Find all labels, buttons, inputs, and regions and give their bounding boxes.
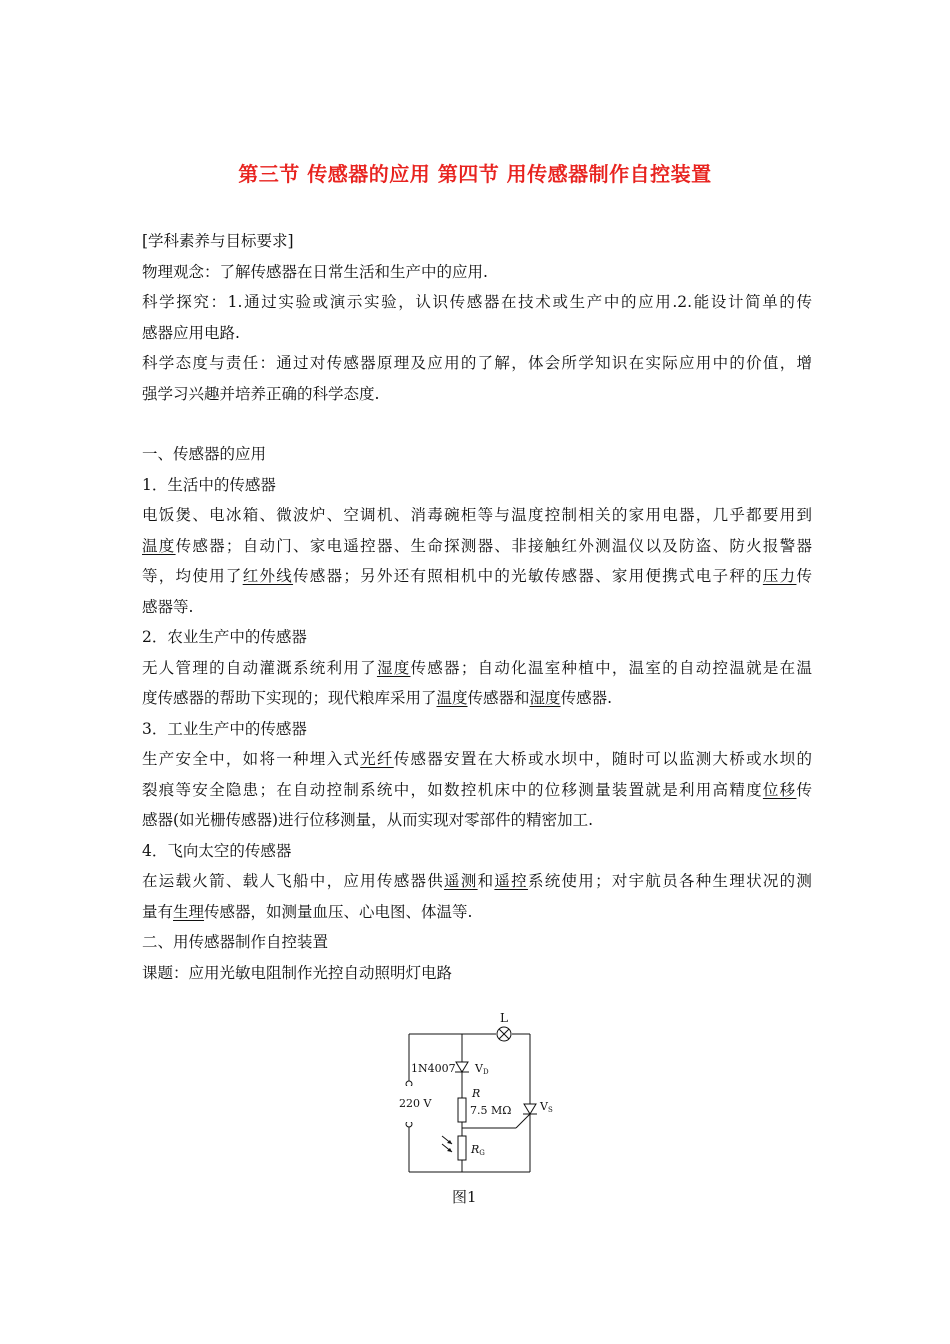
text-run: 传感器；自动门、家电遥控器、生命探测器、非接触红外测温仪以及防盗、防火报警器 — [175, 536, 812, 555]
lamp-icon — [497, 1027, 511, 1041]
blank-answer: 位移 — [762, 780, 797, 799]
text-run: 等，均使用了 — [142, 567, 243, 585]
text-run: 传感器；自动化温室种植中，温室的自动控温就是在温 — [410, 658, 812, 677]
inquiry-line-2: 感器应用电路. — [142, 323, 240, 342]
attitude-line-1: 科学态度与责任：通过对传感器原理及应用的了解，体会所学知识在实际应用中的价值，增 — [142, 354, 812, 372]
resistor-value: 7.5 MΩ — [470, 1104, 512, 1117]
thyristor-label-sub: S — [547, 1106, 553, 1114]
text-run: 传 — [796, 780, 812, 799]
diode-model: 1N4007 — [411, 1062, 456, 1075]
voltage-label: 220 V — [399, 1097, 432, 1110]
thyristor-icon — [516, 1104, 537, 1128]
sub1-line-1: 电饭煲、电冰箱、微波炉、空调机、消毒碗柜等与温度控制相关的家用电器，几乎都要用到 — [142, 506, 812, 524]
text-run: 传感器和 — [467, 689, 530, 707]
light-arrows-icon — [442, 1136, 452, 1152]
sub4-heading: 4．飞向太空的传感器 — [142, 841, 292, 860]
text-run: 裂痕等安全隐患；在自动控制系统中，如数控机床中的位移测量装置就是利用高精度 — [142, 780, 763, 799]
text-run: 量有 — [142, 902, 174, 921]
sub4-line-1 — [142, 866, 812, 897]
sub1-line-3 — [142, 561, 812, 592]
sub3-heading: 3．工业生产中的传感器 — [142, 719, 307, 738]
sub2-line-2 — [142, 683, 812, 714]
attitude-line-2: 强学习兴趣并培养正确的科学态度. — [142, 384, 380, 403]
section2-heading: 二、用传感器制作自控装置 — [142, 933, 329, 951]
page-title: 第三节 传感器的应用 第四节 用传感器制作自控装置 — [238, 162, 712, 186]
sub4-line-2 — [142, 897, 812, 928]
requirements-header: [学科素养与目标要求] — [142, 232, 294, 250]
sub2-heading: 2．农业生产中的传感器 — [142, 628, 307, 646]
blank-answer: 遥控 — [494, 872, 528, 890]
text-run: 和 — [477, 872, 495, 890]
blank-answer: 温度 — [142, 536, 176, 555]
physics-concept: 物理观念：了解传感器在日常生活和生产中的应用. — [142, 262, 488, 281]
section2-topic: 课题：应用光敏电阻制作光控自动照明灯电路 — [142, 963, 453, 982]
sub1-line-2 — [142, 531, 812, 562]
thyristor-label — [539, 1100, 553, 1114]
thyristor-label-main: V — [540, 1100, 548, 1113]
inquiry-line-1: 科学探究：1.通过实验或演示实验，认识传感器在技术或生产中的应用.2.能设计简单的传 — [142, 293, 812, 311]
figure-caption: 图1 — [452, 1188, 477, 1206]
sub3-line-1 — [142, 744, 812, 775]
resistor-label: R — [472, 1087, 481, 1100]
photoresistor-label-sub: G — [479, 1149, 485, 1157]
text-run: 在运载火箭、载人飞船中，应用传感器供 — [142, 872, 445, 890]
diode-label-main: V — [475, 1062, 483, 1075]
text-run: 生产安全中，如将一种埋入式 — [142, 750, 361, 768]
blank-answer: 生理 — [173, 902, 205, 921]
photoresistor-label-main: R — [471, 1143, 480, 1156]
section1-heading: 一、传感器的应用 — [142, 445, 267, 463]
text-run: 传感器安置在大桥或水坝中，随时可以监测大桥或水坝的 — [393, 750, 812, 768]
diode-label-sub: D — [482, 1068, 489, 1076]
photoresistor-icon — [458, 1136, 466, 1160]
text-run: 传感器. — [560, 689, 612, 707]
lamp-label: L — [500, 1012, 508, 1025]
blank-answer: 压力 — [762, 567, 797, 585]
text-run: 传感器，如测量血压、心电图、体温等. — [204, 902, 473, 921]
sub3-line-2 — [142, 775, 812, 806]
sub1-heading: 1．生活中的传感器 — [142, 475, 276, 494]
resistor-icon — [458, 1098, 466, 1122]
blank-answer: 光纤 — [360, 750, 394, 768]
sub3-line-3: 感器(如光栅传感器)进行位移测量，从而实现对零部件的精密加工. — [142, 811, 594, 829]
blank-answer: 湿度 — [376, 658, 411, 677]
text-run: 系统使用；对宇航员各种生理状况的测 — [527, 872, 812, 890]
text-run: 传感器；另外还有照相机中的光敏传感器、家用便携式电子秤的 — [293, 567, 763, 585]
diode-icon — [455, 1062, 469, 1072]
blank-answer: 红外线 — [242, 567, 294, 585]
blank-answer: 温度 — [436, 689, 468, 707]
sub2-line-1 — [142, 653, 812, 684]
circuit-diagram — [392, 1012, 562, 1222]
diode-label — [474, 1062, 489, 1076]
text-run: 传 — [796, 567, 812, 585]
blank-answer: 遥测 — [444, 872, 478, 890]
photoresistor-label — [470, 1143, 485, 1157]
sub1-line-4: 感器等. — [142, 597, 194, 616]
blank-answer: 湿度 — [529, 689, 561, 707]
text-run: 度传感器的帮助下实现的；现代粮库采用了 — [142, 689, 437, 707]
text-run: 无人管理的自动灌溉系统利用了 — [142, 658, 377, 677]
document-body — [142, 226, 812, 988]
